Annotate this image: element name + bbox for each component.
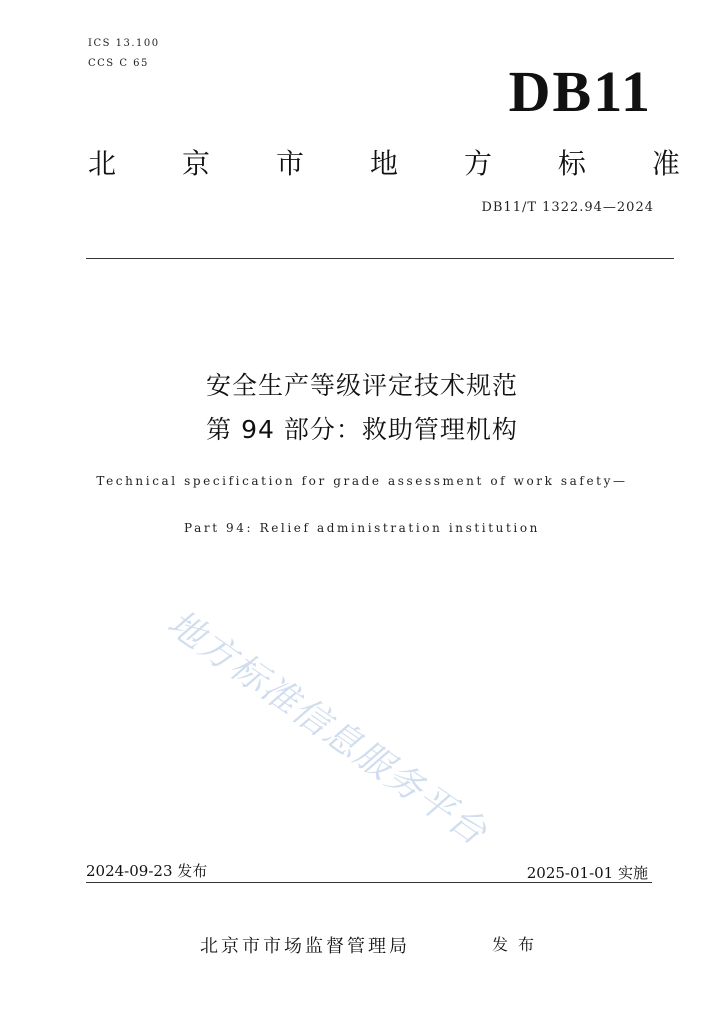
issuing-authority: 北京市市场监督管理局 xyxy=(200,936,410,957)
header-divider xyxy=(86,258,674,259)
title-en-line-2: Part 94: Relief administration institution xyxy=(183,521,541,535)
db-standard-mark: DB11 xyxy=(508,59,652,124)
ccs-code: CCS C 65 xyxy=(88,58,149,69)
standard-type-char: 北 xyxy=(88,147,117,180)
title-zh-line-1: 安全生产等级评定技术规范 xyxy=(205,371,518,400)
issue-action: 发布 xyxy=(492,935,545,954)
standard-type-char: 市 xyxy=(275,147,304,180)
watermark: 地方标准信息服务平台 xyxy=(159,602,495,855)
ics-code: ICS 13.100 xyxy=(88,38,160,49)
publish-date: 2024-09-23 发布 xyxy=(86,862,208,880)
standard-number: DB11/T 1322.94—2024 xyxy=(481,200,654,215)
effective-date: 2025-01-01 实施 xyxy=(526,864,648,882)
standard-type-heading xyxy=(88,142,680,182)
standard-type-char: 京 xyxy=(181,147,210,180)
footer-divider xyxy=(86,882,652,883)
standard-type-char: 准 xyxy=(651,147,680,180)
title-zh-line-2: 第 94 部分：救助管理机构 xyxy=(206,415,518,444)
title-en-line-1: Technical specification for grade assessment of work safety— xyxy=(96,474,628,488)
standard-type-char: 地 xyxy=(369,147,398,180)
standard-type-char: 方 xyxy=(463,147,492,180)
standard-type-char: 标 xyxy=(557,147,586,180)
